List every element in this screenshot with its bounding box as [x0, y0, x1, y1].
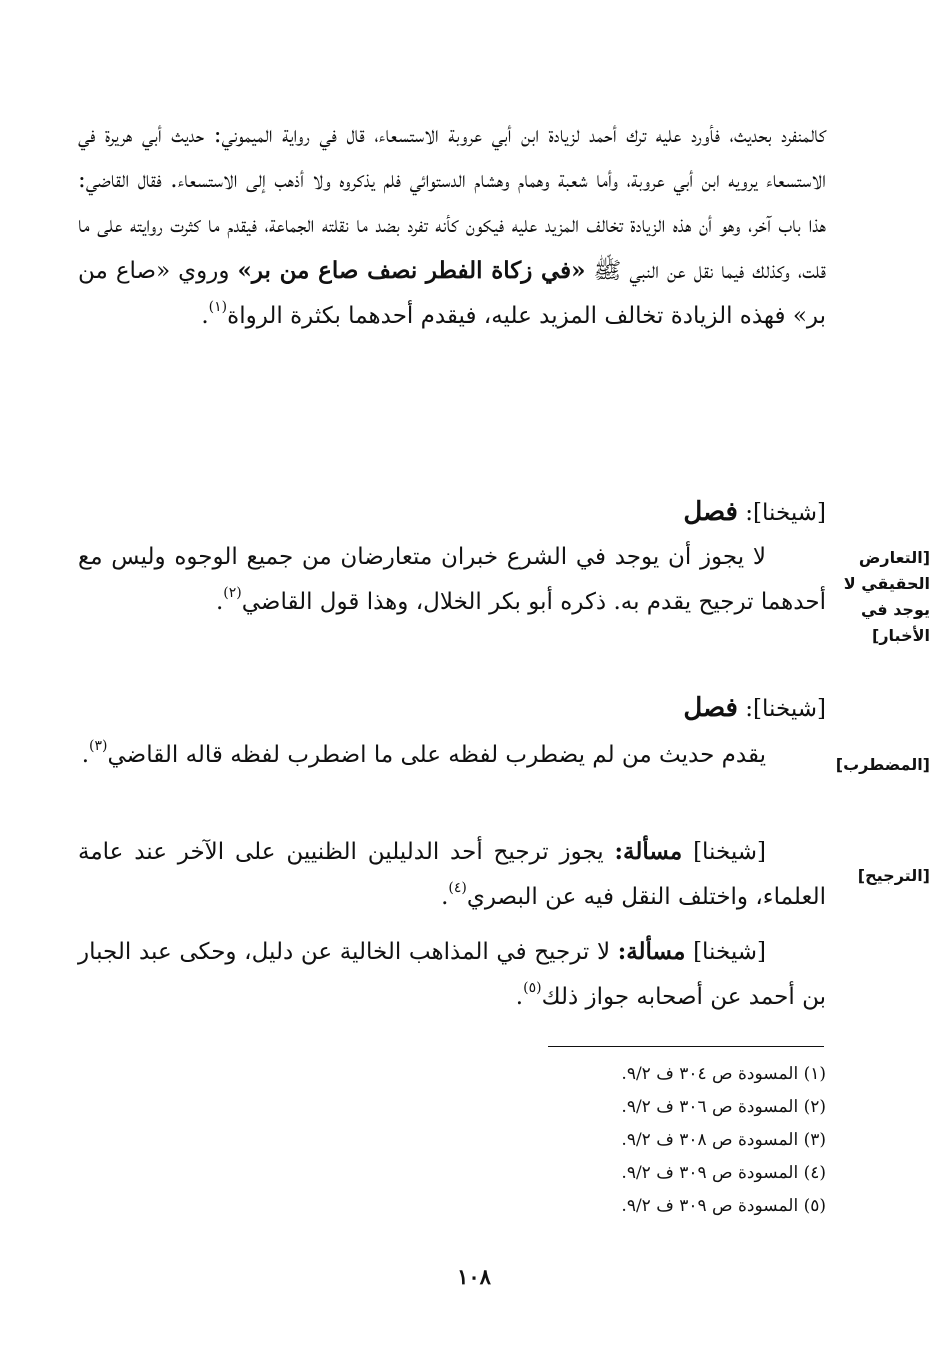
paragraph-text: لا ترجيح في المذاهب الخالية عن دليل، وحكى عبد الجبار بن أحمد عن أصحابه جواز ذلك: [78, 939, 826, 1010]
footnote-item: (٤) المسودة ص ٣٠٩ ف ٩/٢.: [621, 1163, 826, 1183]
paragraph-end: .: [215, 589, 224, 615]
paragraph-mudtarib: [78, 733, 826, 778]
margin-note-tarjih: [الترجيح]: [857, 866, 930, 885]
masala-label: [شيخنا]: [693, 839, 767, 865]
heading-label: [شيخنا]:: [745, 500, 826, 526]
paragraph-text: وروي «صاع من بر» فهذه الزيادة تخالف المزيد عليه، فيقدم أحدهما بكثرة الرواة: [78, 258, 826, 329]
paragraph-end: .: [515, 984, 524, 1010]
footnote-item: (١) المسودة ص ٣٠٤ ف ٩/٢.: [621, 1064, 826, 1084]
paragraph-text: يجوز ترجيح أحد الدليلين الظنيين على الآخر عند عامة العلماء، واختلف النقل فيه عن البصري: [78, 839, 826, 910]
footnote-divider: [548, 1046, 824, 1047]
margin-note-taarud: [التعارض الحقيقي لا يوجد في الأخبار]: [843, 548, 930, 645]
margin-note-mudtarib: [المضطرب]: [835, 755, 930, 774]
masala-label: [شيخنا]: [693, 939, 767, 965]
paragraph-end: .: [81, 742, 90, 768]
bold-quote: «في زكاة الفطر نصف صاع من بر»: [237, 257, 586, 284]
masala-title: مسألة:: [617, 938, 686, 965]
footnote-ref[interactable]: (٤): [448, 880, 467, 896]
masala-title: مسألة:: [614, 838, 683, 865]
paragraph-end: .: [441, 884, 449, 910]
paragraph-kalmunfarid: [78, 113, 826, 339]
footnote-item: (٥) المسودة ص ٣٠٩ ف ٩/٢.: [621, 1196, 826, 1216]
paragraph-text: يقدم حديث من لم يضطرب لفظه على ما اضطرب لفظه قاله القاضي: [107, 742, 766, 768]
heading-title: فصل: [683, 693, 738, 723]
paragraph-end: .: [201, 303, 209, 329]
section-heading: [560, 690, 826, 727]
paragraph-taarud: [78, 535, 826, 625]
footnote-item: (٣) المسودة ص ٣٠٨ ف ٩/٢.: [621, 1130, 826, 1150]
section-heading: [560, 494, 826, 531]
footnotes-list: [520, 1058, 826, 1223]
footnote-ref[interactable]: (١): [208, 299, 228, 315]
footnote-ref[interactable]: (٥): [523, 980, 542, 996]
heading-label: [شيخنا]:: [745, 696, 826, 722]
footnote-ref[interactable]: (٢): [223, 585, 242, 601]
paragraph-masala-tarjih: [78, 829, 826, 920]
footnote-item: (٢) المسودة ص ٣٠٦ ف ٩/٢.: [621, 1097, 826, 1117]
page-number: ١٠٨: [457, 1264, 491, 1289]
heading-title: فصل: [683, 497, 738, 527]
paragraph-masala-madhahib: [78, 929, 826, 1020]
footnote-ref[interactable]: (٣): [89, 738, 108, 754]
paragraph-text: لا يجوز أن يوجد في الشرع خبران متعارضان من جميع الوجوه وليس مع أحدهما ترجيح يقدم به. ذكره أبو بكر الخلال، وهذا قول القاضي: [78, 544, 826, 615]
paragraph-text: كالمنفرد بحديث، فأورد عليه ترك أحمد لزيادة ابن أبي عروبة الاستسعاء، قال في رواية الميموني: حديث أبي هريرة في الاستسعاء يرويه ابن أبي عروبة، وأما شعبة وهمام وهشام الدستوائي فلم يذكروه ولا أذهب إلى الاستسعاء. فقال القاضي: هذا باب آخر، وهو أن هذه الزيادة تخالف المزيد عليه فيكون كأنه تفرد بضد ما نقلته الجماعة، فيقدم ما كثرت روايته على ما قلت، وكذلك فيما نقل عن النبي ﷺ: [78, 122, 826, 284]
